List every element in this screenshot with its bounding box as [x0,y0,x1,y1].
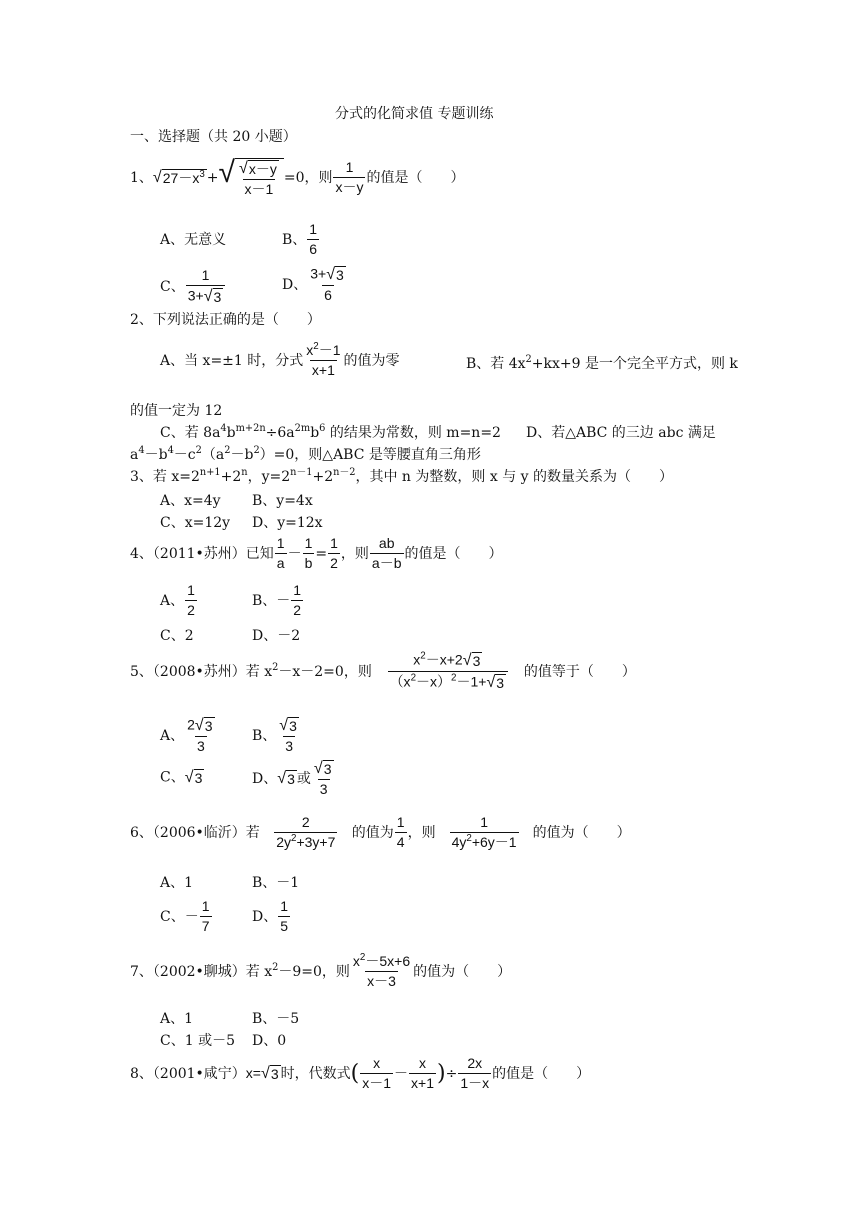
q2-option-b: B、若 $4x^2+kx+9$ 是一个完全平方式，则 k [466,354,738,372]
q2-option-d: D、若△ABC 的三边 abc 满足 [526,425,716,441]
q6-option-d: D、 $\frac{1}{5}$ [252,898,289,935]
q7-option-c: C、1 或－5 [160,1033,235,1049]
question-3-stem: 3、若 $x=2^{n+1}+2^n$，$y=2^{n-1}+2^{n-2}$，其中 n 为整数，则 x 与 y 的数量关系为（ ） [130,467,674,485]
fraction: $\frac{1}{x-y}$ [335,159,364,196]
q2-option-a: A、当 x=±1 时，分式 $\frac{x^2-1}{x+1}$ 的值为零 [160,341,400,379]
question-2-stem: 2、下列说法正确的是（ ） [130,312,321,328]
radical: √ √ x－y x－1 [219,158,284,198]
question-6-stem: 6、（2006•临沂）若 $\frac{2}{2y^2+3y+7}$ 的值为 $\frac{1}{4}$ ，则 $\frac{1}{4y^2+6y-1}$ 的值为（ ） [130,814,631,851]
question-4-stem: 4、（2011•苏州）已知 $\frac{1}{a}$ － $\frac{1}{b}$ = $\frac{1}{2}$ ，则 $\frac{ab}{a-b}$ 的值是（ ） [130,535,503,572]
question-5-stem: 5、（2008•苏州）若 $x^2-x-2=0$，则 $x^2-x+2$ √ 3 $(x^2-x)^2-1+$ √ 3 的值等于（ ） [130,650,636,692]
q3-option-c: C、x=12y [160,515,231,531]
q6-option-b: B、－1 [252,875,300,891]
q1-option-b: B、 $\frac{1}{6}$ [282,221,318,258]
q5-option-b: B、 √ 3 3 [252,716,297,755]
q5-option-a: A、 2 √ 3 3 [160,716,213,755]
q6-option-a: A、1 [160,875,194,891]
q2-option-b-continued: 的值一定为 12 [130,403,223,419]
question-1-stem: 1、 √ $27-x^3$ + √ √ x－y x－1 =0，则 $\frac{1}{x-y}$ 的值是（ ） [130,156,465,198]
q7-option-a: A、1 [160,1011,194,1027]
question-7-stem: 7、（2002•聊城）若 $x^2-9=0$，则 $\frac{x^2-5x+6}{x-3}$ 的值为（ ） [130,952,512,990]
q3-option-a: A、x=4y [160,493,221,509]
q5-option-d: D、 √ 3 或 √ 3 3 [252,759,332,798]
question-8-stem: 8、（2001•咸宁）x= √ 3 时，代数式( $\frac{x}{x-1}$ － $\frac{x}{x+1}$ )÷ $\frac{2x}{1-x}$ 的值是（ ） [130,1055,591,1092]
radical: √ $27-x^3$ [152,168,205,187]
q7-option-b: B、－5 [252,1011,300,1027]
q3-option-b: B、y=4x [252,493,313,509]
q4-option-a: A、 $\frac{1}{2}$ [160,582,195,619]
q1-option-c: C、 1 3+ √ 3 [160,268,226,306]
q1-option-d: D、 3+ √ 3 6 [282,265,344,304]
q7-option-d: D、0 [252,1033,287,1049]
section-heading: 一、选择题（共 20 小题） [130,129,297,145]
q4-option-c: C、2 [160,628,194,644]
q3-option-d: D、y=12x [252,515,323,531]
q2-option-c: C、若 $8a^4b^{m+2n}\div 6a^{2m}b^6$ 的结果为常数，则 m=n=2 [160,423,501,441]
q1-option-a: A、无意义 [160,232,227,248]
q4-option-b: B、－ $\frac{1}{2}$ [252,582,302,619]
document-title: 分式的化简求值 专题训练 [335,106,494,122]
q2-option-d-continued: $a^4-b^4-c^2(a^2-b^2)=0$，则△ABC 是等腰直角三角形 [130,445,481,463]
q6-option-c: C、－ $\frac{1}{7}$ [160,898,210,935]
q4-option-d: D、－2 [252,628,301,644]
q5-option-c: C、 √ 3 [160,768,203,786]
